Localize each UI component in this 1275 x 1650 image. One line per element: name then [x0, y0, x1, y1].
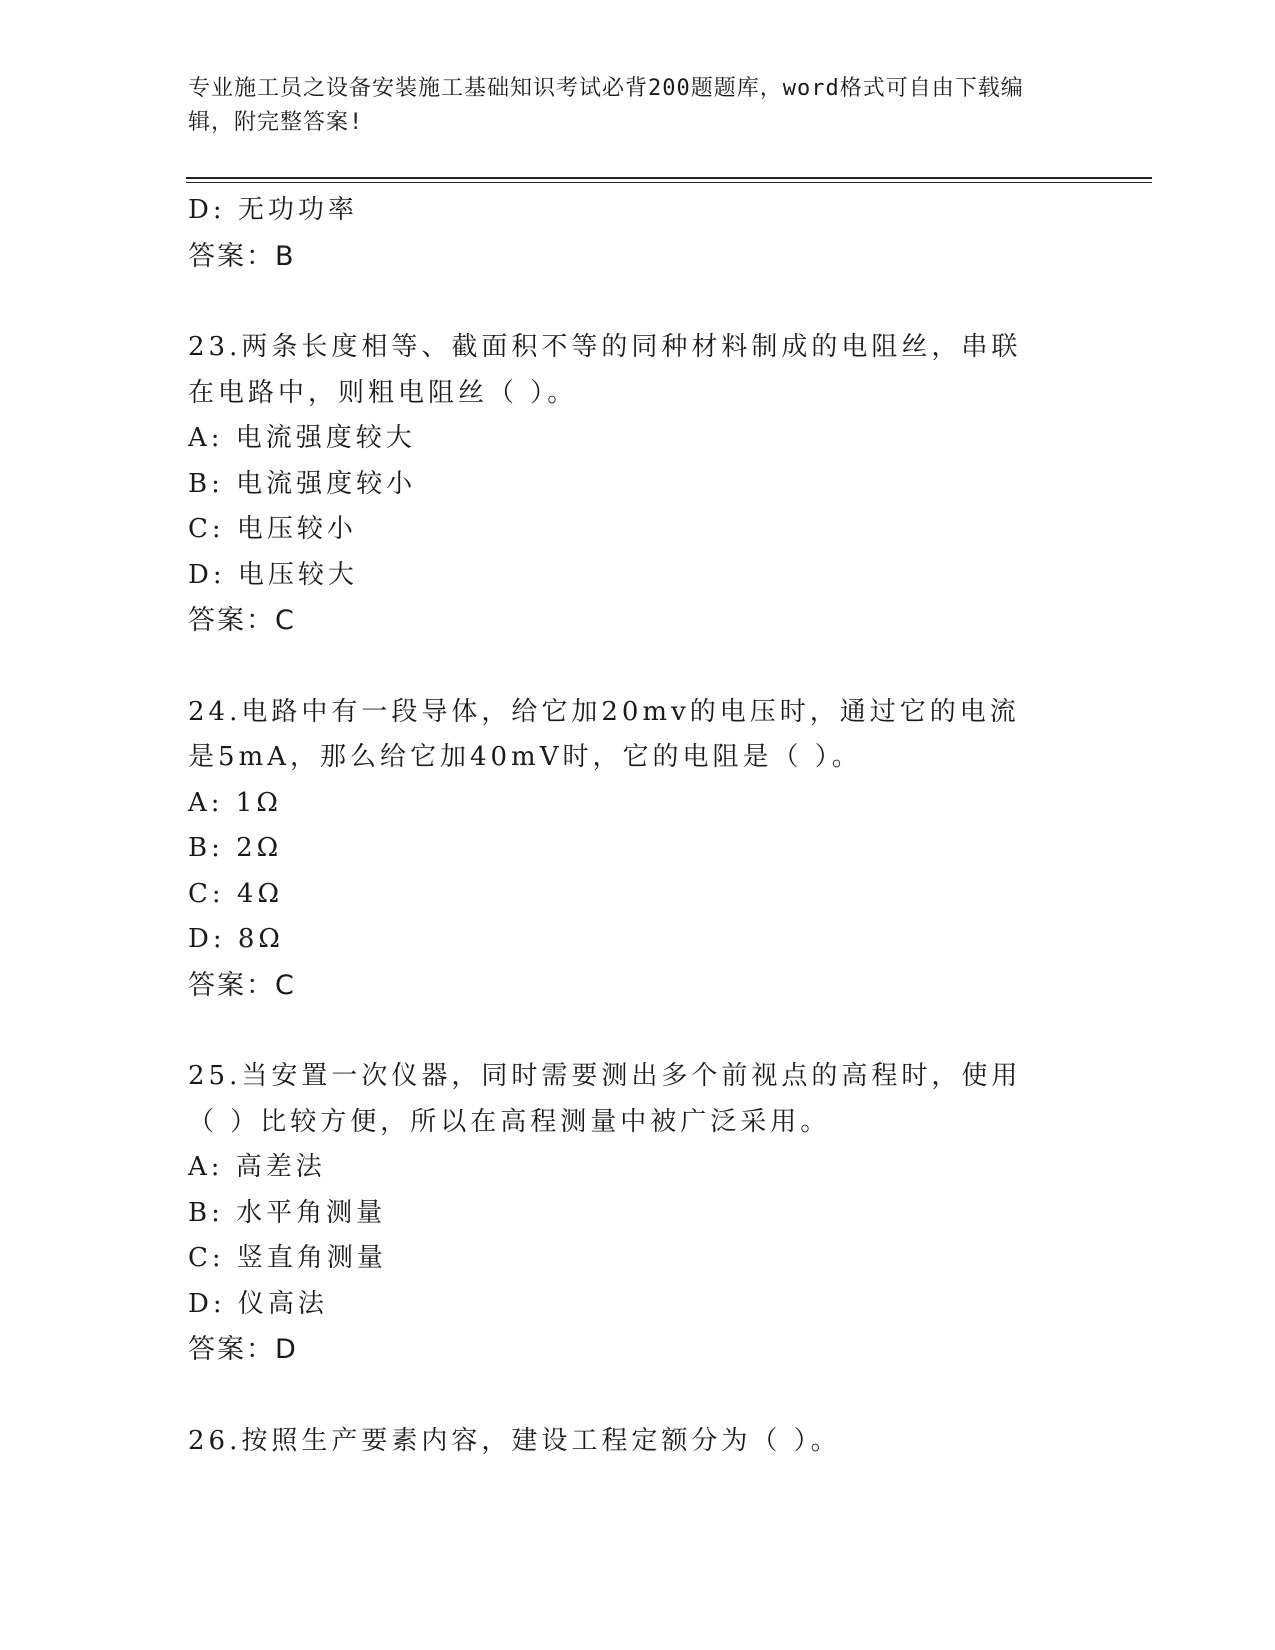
answer-line: 答案：D: [188, 1334, 298, 1365]
option-c: C: 4Ω: [188, 878, 284, 909]
option-d: D: 电压较大: [188, 559, 358, 590]
option-a: A: 电流强度较大: [188, 423, 416, 453]
page-header: 专业施工员之设备安装施工基础知识考试必背200题题库，word格式可自由下载编辑，附完整答案!: [188, 76, 1024, 135]
question-list: [188, 188, 1088, 1464]
question-26: [188, 1419, 1088, 1465]
option-a: A: 1Ω: [188, 787, 282, 818]
answer-line: 答案：C: [188, 605, 296, 636]
header-rule-thin: [186, 182, 1152, 183]
option-a: A: 高差法: [188, 1152, 326, 1182]
option-b: B: 2Ω: [188, 833, 283, 863]
question-23: [188, 325, 1088, 644]
answer-line: 答案：C: [188, 969, 296, 1001]
spacer: [188, 1373, 1088, 1419]
option-b: B: 水平角测量: [188, 1197, 387, 1228]
option-c: C: 竖直角测量: [188, 1243, 387, 1273]
option-d: D: 仪高法: [188, 1288, 328, 1319]
question-stem: 23.两条长度相等、截面积不等的同种材料制成的电阻丝，串联在电路中，则粗电阻丝（ ）。: [188, 332, 1022, 408]
question-24: [188, 690, 1088, 1009]
spacer: [188, 279, 1088, 325]
question-25: [188, 1054, 1088, 1373]
option-d: D: 8Ω: [188, 924, 284, 954]
spacer: [188, 1008, 1088, 1054]
question-stem: 26.按照生产要素内容，建设工程定额分为（ ）。: [188, 1425, 841, 1456]
question-stem: 25.当安置一次仪器，同时需要测出多个前视点的高程时，使用（ ）比较方便，所以在高程测量中被广泛采用。: [188, 1061, 1022, 1137]
answer-line: 答案：B: [188, 240, 296, 272]
header-rule-thick: [186, 177, 1152, 179]
option-c: C: 电压较小: [188, 514, 357, 544]
option-b: B: 电流强度较小: [188, 468, 417, 499]
option-d: D: 无功功率: [188, 195, 358, 225]
spacer: [188, 644, 1088, 690]
question-stem: 24.电路中有一段导体，给它加20mv的电压时，通过它的电流是5mA，那么给它加40mV时，它的电阻是（ ）。: [188, 696, 1020, 772]
